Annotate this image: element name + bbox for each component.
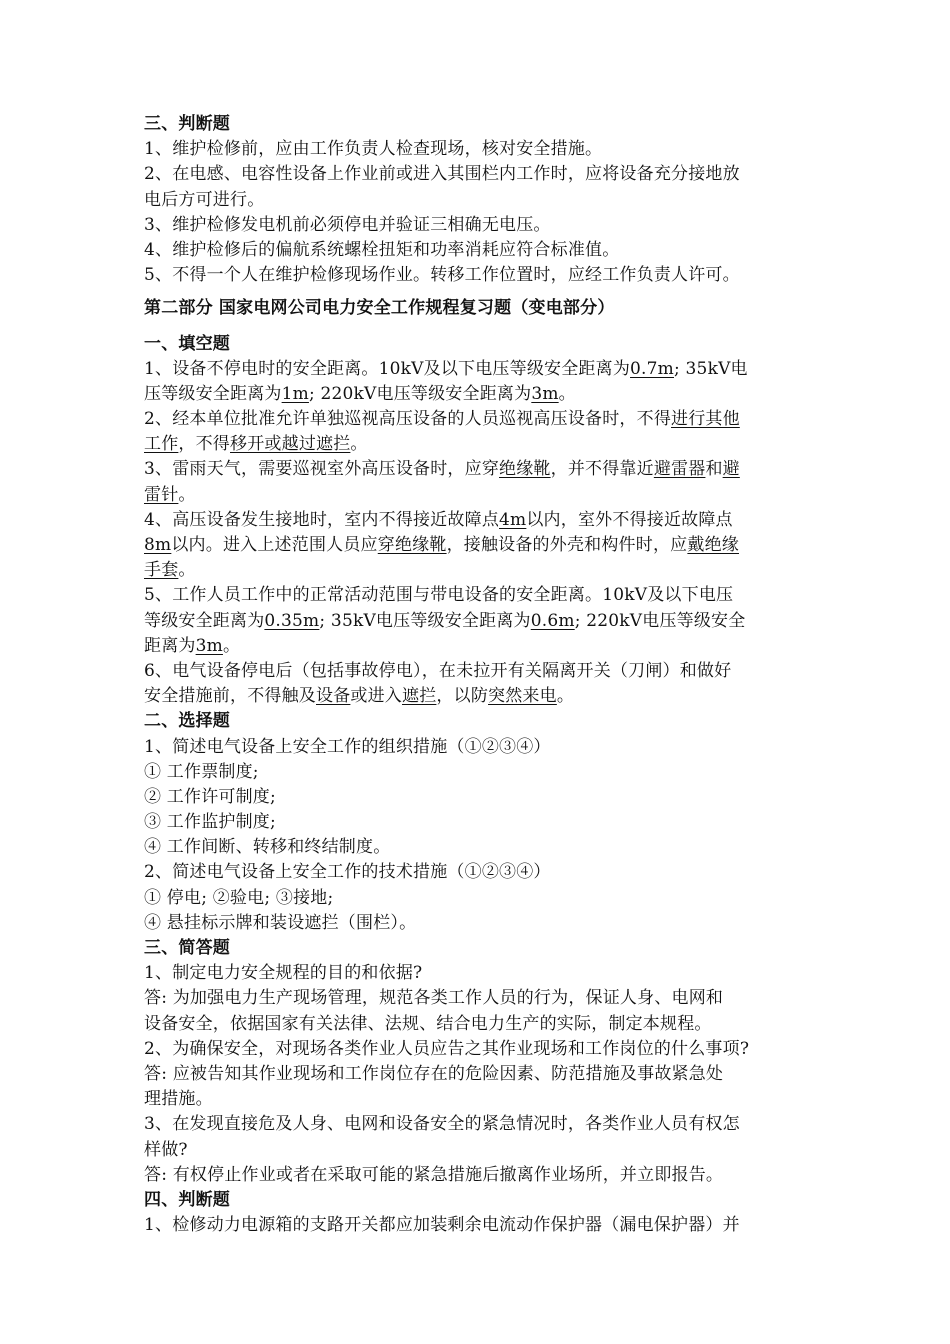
text-segment: 以内。进入上述范围人员应 [171,535,378,555]
text-line [144,357,814,382]
text-segment: 2、在电感、电容性设备上作业前或进入其围栏内工作时，应将设备充分接地放 [144,164,740,185]
text-line [144,1163,814,1188]
text-segment: ; 35kV电 [674,358,748,379]
text-segment: 距离为 [144,635,196,656]
text-segment: 1、设备不停电时的安全距离。10kV及以下电压等级安全距离为 [144,358,631,379]
answer-blank: 进行其他 [671,409,740,430]
text-line [144,432,814,457]
text-line [144,508,814,533]
text-line [144,810,814,835]
answer-blank: 8m [144,535,172,555]
text-segment: 。 [350,434,368,455]
text-segment: 1、检修动力电源箱的支路开关都应加装剩余电流动作保护器（漏电保护器）并 [144,1215,740,1236]
answer-blank: 3m [531,383,559,404]
text-segment: 5、不得一个人在维护检修现场作业。转移工作位置时，应经工作负责人许可。 [144,265,740,286]
text-segment: ① 停电; ②验电; ③接地; [144,887,334,908]
document-body [144,112,814,1238]
text-line [144,137,814,162]
answer-blank: 0.35m [264,610,320,631]
answer-blank: 突然来电 [488,686,557,707]
text-segment: 3、在发现直接危及人身、电网和设备安全的紧急情况时，各类作业人员有权怎 [144,1114,740,1135]
text-segment: ① 工作票制度; [144,761,259,782]
answer-blank: 避 [722,459,740,480]
text-line [144,1138,814,1163]
text-segment: 答: 为加强电力生产现场管理，规范各类工作人员的行为，保证人身、电网和 [144,988,724,1009]
text-segment: 。 [222,635,241,656]
text-segment: 和 [705,459,723,480]
text-segment: 答: 有权停止作业或者在采取可能的紧急措施后撤离作业场所，并立即报告。 [144,1164,724,1185]
text-line [144,609,814,634]
text-line [144,886,814,911]
text-line [144,1037,814,1062]
text-line [144,1087,814,1112]
answer-blank: 穿绝缘靴 [377,535,447,555]
text-segment: 。 [178,560,196,581]
text-line [144,533,814,558]
section-heading: 一、填空题 [144,333,230,354]
text-segment: 理措施。 [144,1089,213,1110]
text-line [144,457,814,482]
text-segment: ，并不得靠近 [550,459,654,480]
text-line [144,1012,814,1037]
answer-blank: 雷针 [144,484,179,505]
text-segment: 等级安全距离为 [144,610,265,631]
answer-blank: 移开或越过遮拦 [230,434,351,455]
answer-blank: 工作 [144,434,179,455]
text-segment: 压等级安全距离为 [144,383,282,404]
text-line [144,407,814,432]
text-line [144,986,814,1011]
text-segment: 。 [556,686,575,707]
section-heading: 二、选择题 [144,711,230,732]
answer-blank: 1m [281,383,309,404]
text-segment: 1、制定电力安全规程的目的和依据? [144,963,423,984]
text-segment: 。 [178,484,196,505]
text-segment: 或进入 [350,686,403,707]
text-segment: ③ 工作监护制度; [144,812,276,833]
text-line [144,483,814,508]
answer-blank: 0.7m [630,358,674,379]
text-segment: 3、维护检修发电机前必须停电并验证三相确无电压。 [144,214,551,235]
text-segment: 2、为确保安全，对现场各类作业人员应告之其作业现场和工作岗位的什么事项? [144,1038,750,1059]
text-segment: ，不得 [178,434,231,455]
text-line [144,583,814,608]
text-segment: 5、工作人员工作中的正常活动范围与带电设备的安全距离。10kV及以下电压 [144,585,734,606]
text-segment: ② 工作许可制度; [144,786,276,807]
answer-blank: 3m [195,635,223,656]
answer-blank: 避雷器 [653,459,706,480]
text-segment: ; 220kV电压等级安全距离为 [308,383,532,404]
text-line [144,860,814,885]
text-segment: 2、简述电气设备上安全工作的技术措施（①②③④） [144,862,551,883]
text-segment: 安全措施前，不得触及 [144,686,316,707]
text-segment: ; 35kV电压等级安全距离为 [319,610,531,631]
text-segment: 电后方可进行。 [144,189,265,210]
answer-blank: 设备 [316,686,351,707]
text-segment: 6、电气设备停电后（包括事故停电），在未拉开有关隔离开关（刀闸）和做好 [144,660,732,681]
text-segment: 4、维护检修后的偏航系统螺栓扭矩和功率消耗应符合标准值。 [144,239,620,260]
text-line [144,1062,814,1087]
text-line [144,558,814,583]
answer-blank: 手套 [144,560,179,581]
text-segment: 。 [558,383,576,404]
text-line [144,835,814,860]
text-segment: ④ 工作间断、转移和终结制度。 [144,837,391,858]
text-line [144,911,814,936]
text-segment: ，以防 [436,686,489,707]
text-segment: ，接触设备的外壳和构件时，应 [446,535,688,555]
section-heading: 三、判断题 [144,114,230,134]
answer-blank: 遮拦 [402,686,437,707]
text-line [144,634,814,659]
text-line [144,785,814,810]
text-line [144,735,814,760]
text-segment: 4、高压设备发生接地时，室内不得接近故障点 [144,509,500,530]
text-segment: ④ 悬挂标示牌和装设遮拦（围栏）。 [144,912,417,933]
text-segment: 样做? [144,1139,188,1160]
text-line [144,382,814,407]
text-segment: 设备安全，依据国家有关法律、法规、结合电力生产的实际，制定本规程。 [144,1013,712,1034]
answer-blank: 戴绝缘 [687,535,739,555]
text-line [144,213,814,238]
text-line [144,1213,814,1238]
text-line [144,684,814,709]
text-segment: 1、简述电气设备上安全工作的组织措施（①②③④） [144,736,551,757]
answer-blank: 0.6m [530,610,575,631]
text-line [144,238,814,263]
text-segment: ; 220kV电压等级安全 [574,610,746,631]
text-segment: 以内，室外不得接近故障点 [526,509,733,530]
text-segment: 1、维护检修前，应由工作负责人检查现场，核对安全措施。 [144,139,603,160]
text-segment: 答: 应被告知其作业现场和工作岗位存在的危险因素、防范措施及事故紧急处 [144,1063,724,1084]
text-segment: 3、雷雨天气，需要巡视室外高压设备时，应穿 [144,459,500,480]
section-heading: 三、简答题 [144,938,230,958]
answer-blank: 绝缘靴 [499,459,551,480]
part-title: 第二部分 国家电网公司电力安全工作规程复习题（变电部分） [144,298,615,319]
answer-blank: 4m [499,509,527,530]
text-line [144,659,814,684]
text-line [144,961,814,986]
text-line [144,1112,814,1137]
text-line [144,188,814,213]
text-line [144,263,814,288]
text-segment: 2、经本单位批准允许单独巡视高压设备的人员巡视高压设备时，不得 [144,409,672,430]
section-heading: 四、判断题 [144,1189,230,1210]
text-line [144,162,814,187]
text-line [144,760,814,785]
